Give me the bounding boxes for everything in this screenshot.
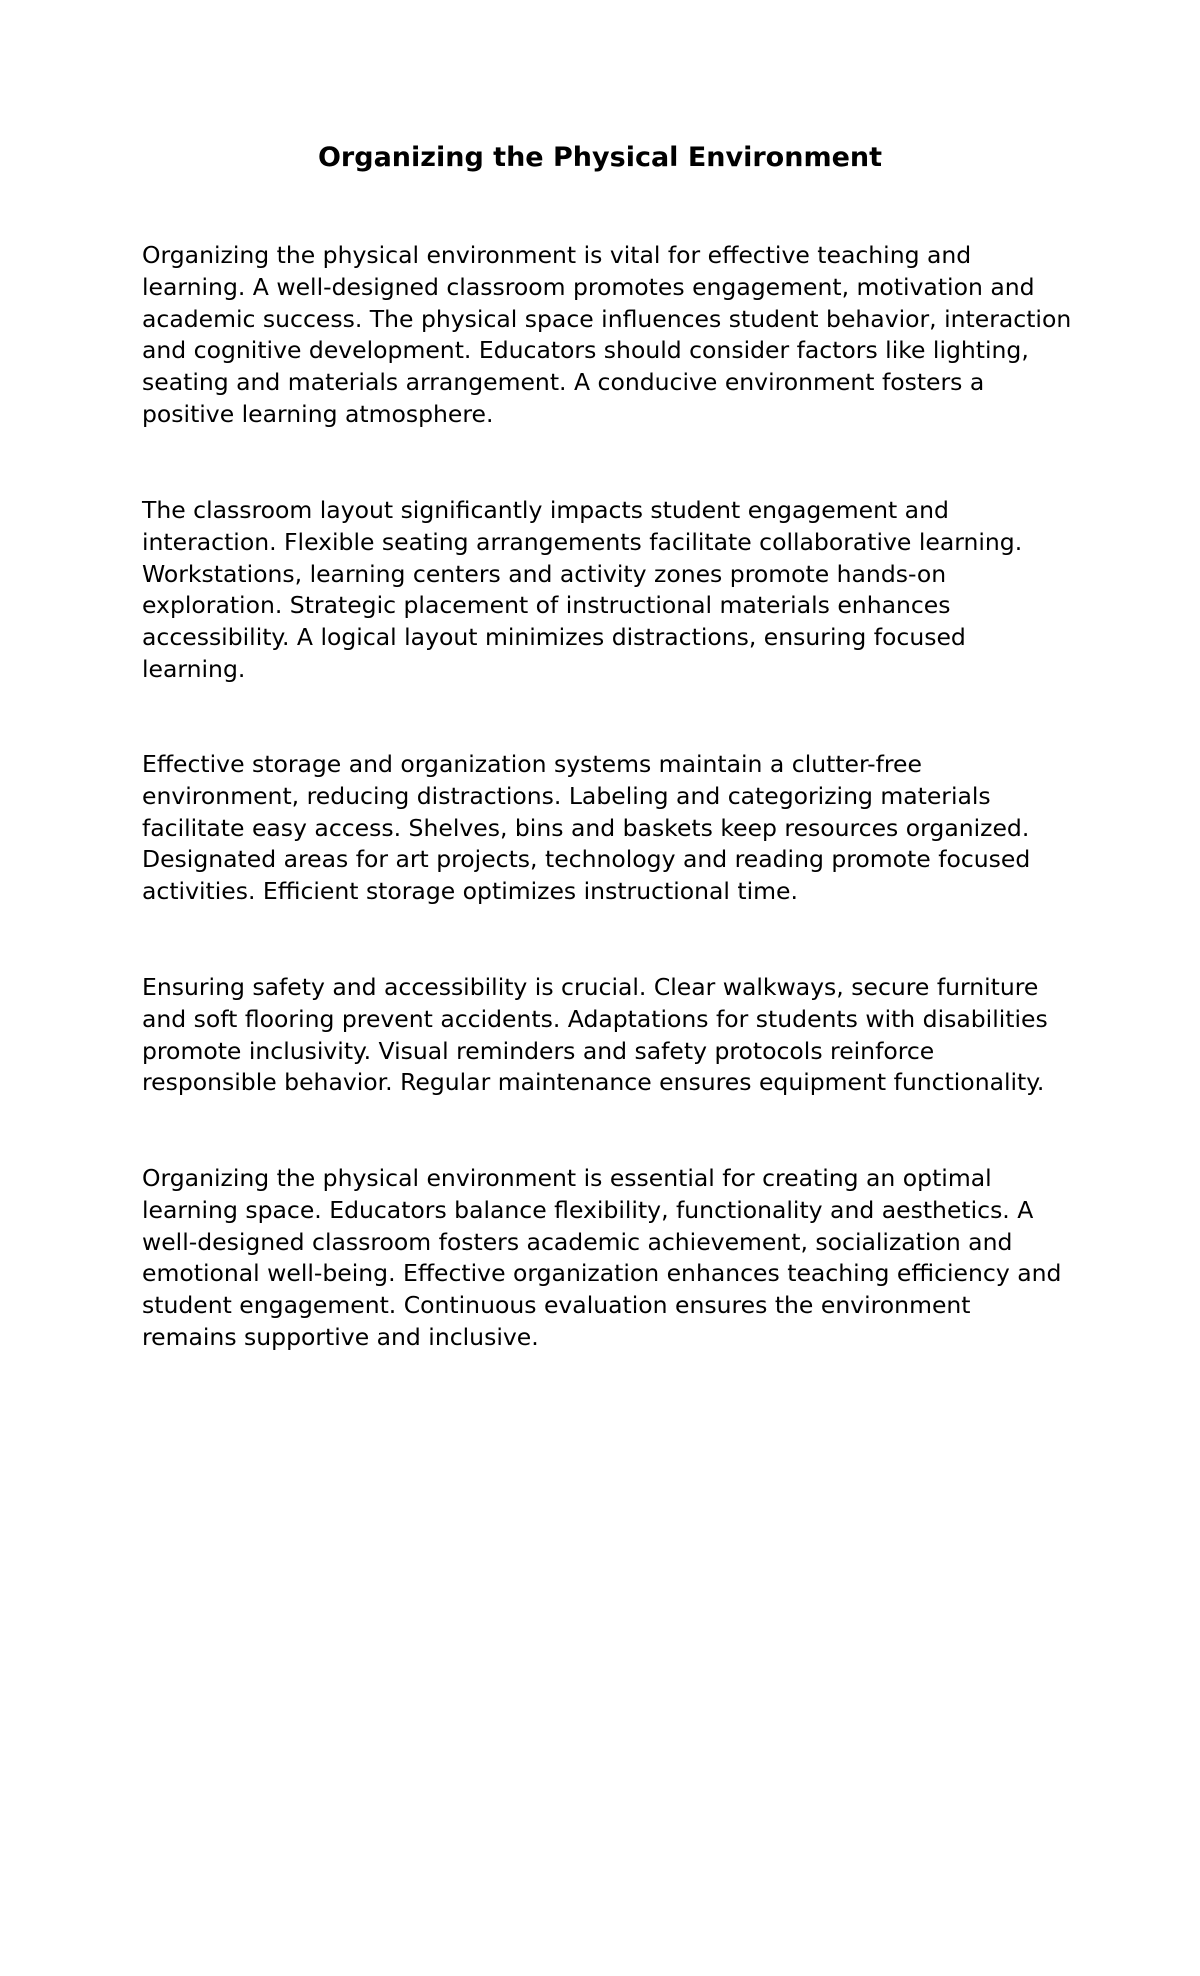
paragraph-storage-organization: Effective storage and organization systems maintain a clutter-free environment, reducing distractions. Labeling and categorizing materials facilitate easy access. Shelves, bins and baskets keep resources organized. Designated areas for art projects, technology and reading promote focused activities. Efficient storage optimizes instructional time. (142, 750, 1031, 906)
document-title: Organizing the Physical Environment (317, 142, 883, 173)
paragraph-safety-accessibility: Ensuring safety and accessibility is crucial. Clear walkways, secure furniture and soft flooring prevent accidents. Adaptations for students with disabilities promote inclusivity. Visual reminders and safety protocols reinforce responsible behavior. Regular maintenance ensures equipment functionality. (142, 973, 1048, 1097)
paragraph-introduction: Organizing the physical environment is vital for effective teaching and learning. A well-designed classroom promotes engagement, motivation and academic success. The physical space influences student behavior, interaction and cognitive development. Educators should consider factors like lighting, seating and materials arrangement. A conducive environment fosters a positive learning atmosphere. (142, 241, 1072, 428)
paragraph-classroom-layout: The classroom layout significantly impacts student engagement and interaction. Flexible seating arrangements facilitate collaborative learning. Workstations, learning centers and activity zones promote hands-on exploration. Strategic placement of instructional materials enhances accessibility. A logical layout minimizes distractions, ensuring focused learning. (142, 496, 1023, 683)
paragraph-conclusion: Organizing the physical environment is essential for creating an optimal learning space. Educators balance flexibility, functionality and aesthetics. A well-designed classroom fosters academic achievement, socialization and emotional well-being. Effective organization enhances teaching efficiency and student engagement. Continuous evaluation ensures the environment remains supportive and inclusive. (142, 1164, 1062, 1351)
